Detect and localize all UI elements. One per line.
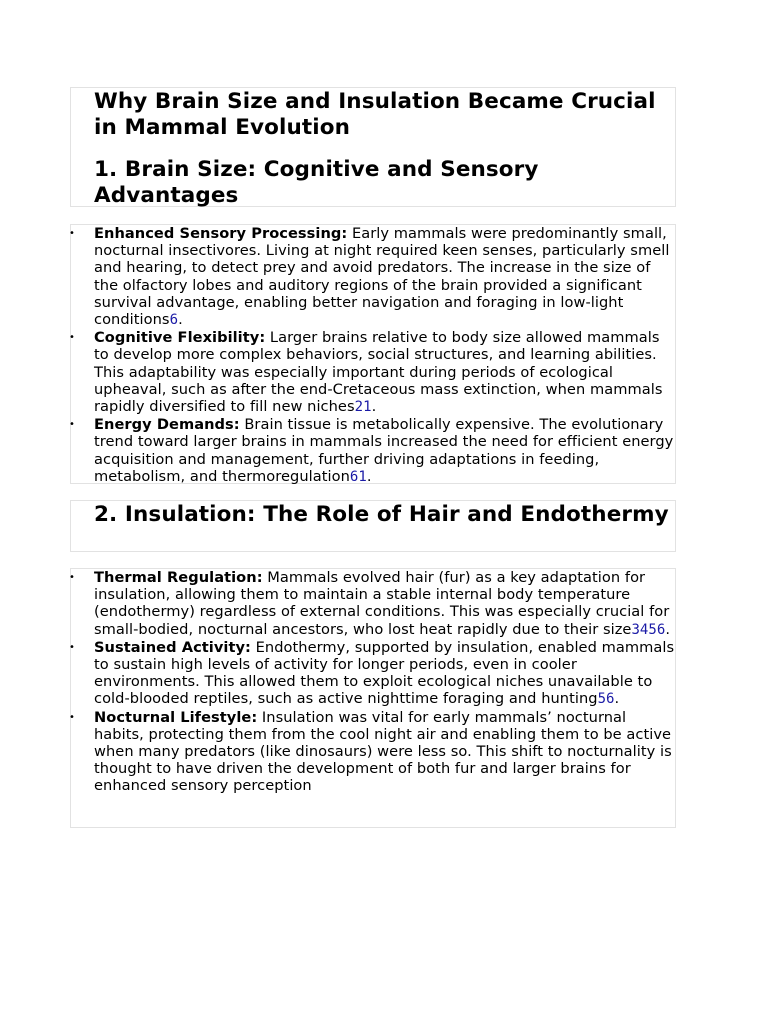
- list-item: [71, 416, 677, 486]
- item-end: .: [366, 467, 372, 485]
- item-label: Sustained Activity:: [94, 638, 251, 656]
- item-text: Brain tissue is metabolically expensive. The evolutionary trend toward larger brains in mammals increased the need for efficient energy acquisition and management, further driving adaptations in feeding, metabolism, and thermoregulation: [94, 416, 674, 485]
- item-end: .: [371, 398, 377, 416]
- bullet-icon: •: [69, 332, 75, 344]
- bullet-icon: •: [69, 711, 75, 723]
- list-item: [71, 569, 677, 639]
- list-item: [71, 639, 677, 709]
- list-item: [71, 709, 677, 796]
- item-label: Enhanced Sensory Processing:: [94, 225, 348, 242]
- bullet-icon: •: [69, 641, 75, 653]
- bullet-icon: •: [69, 419, 75, 431]
- item-label: Cognitive Flexibility:: [94, 329, 266, 347]
- bullet-icon: •: [69, 228, 75, 239]
- item-text: Early mammals were predominantly small, nocturnal insectivores. Living at night required keen senses, particularly smell and hearing, to detect prey and avoid predators. The increase in the size of the olfactory lobes and auditory regions of the brain provided a significant survival advantage, enabling better navigation and foraging in low-light conditions: [94, 225, 670, 329]
- document-title: Why Brain Size and Insulation Became Crucial in Mammal Evolution: [94, 89, 656, 140]
- item-end: .: [665, 620, 671, 638]
- item-text: Mammals evolved hair (fur) as a key adaptation for insulation, allowing them to maintain a stable internal body temperature (endothermy) regardless of external conditions. This was especially crucial for small-bodied, nocturnal ancestors, who lost heat rapidly due to their size: [94, 569, 670, 638]
- list-item: [71, 329, 677, 416]
- section-1-list-block: [70, 224, 676, 484]
- item-end: .: [178, 311, 183, 329]
- section-2-heading: 2. Insulation: The Role of Hair and Endothermy: [94, 502, 669, 527]
- citation-link[interactable]: 56: [597, 691, 615, 708]
- section-1-list: [71, 225, 677, 486]
- section-1-heading: 1. Brain Size: Cognitive and Sensory Advantages: [94, 157, 539, 208]
- item-end: .: [614, 690, 620, 708]
- item-label: Energy Demands:: [94, 416, 240, 434]
- item-label: Thermal Regulation:: [94, 569, 263, 586]
- section-2-list: [71, 569, 677, 796]
- citation-link[interactable]: 3456: [631, 621, 666, 638]
- bullet-icon: •: [69, 572, 75, 583]
- item-text: Endothermy, supported by insulation, enabled mammals to sustain high levels of activity for longer periods, even in cooler environments. This allowed them to exploit ecological niches unavailable to cold-blooded reptiles, such as active nighttime foraging and hunting: [94, 638, 675, 708]
- list-item: [71, 225, 677, 329]
- title-block: [70, 87, 676, 207]
- item-label: Nocturnal Lifestyle:: [94, 708, 258, 726]
- citation-link[interactable]: 6: [169, 312, 179, 329]
- citation-link[interactable]: 61: [349, 468, 367, 485]
- item-text: Insulation was vital for early mammals’ nocturnal habits, protecting them from the cool night air and enabling them to be active when many predators (like dinosaurs) were less so. This shift to nocturnality is thought to have driven the development of both fur and larger brains for enhanced sensory perception: [94, 708, 672, 795]
- section-2-list-block: [70, 568, 676, 828]
- citation-link[interactable]: 21: [354, 399, 372, 416]
- section-2-heading-block: [70, 500, 676, 552]
- item-text: Larger brains relative to body size allowed mammals to develop more complex behaviors, social structures, and learning abilities. This adaptability was especially important during periods of ecological upheaval, such as after the end-Cretaceous mass extinction, when mammals rapidly diversified to fill new niches: [94, 329, 663, 416]
